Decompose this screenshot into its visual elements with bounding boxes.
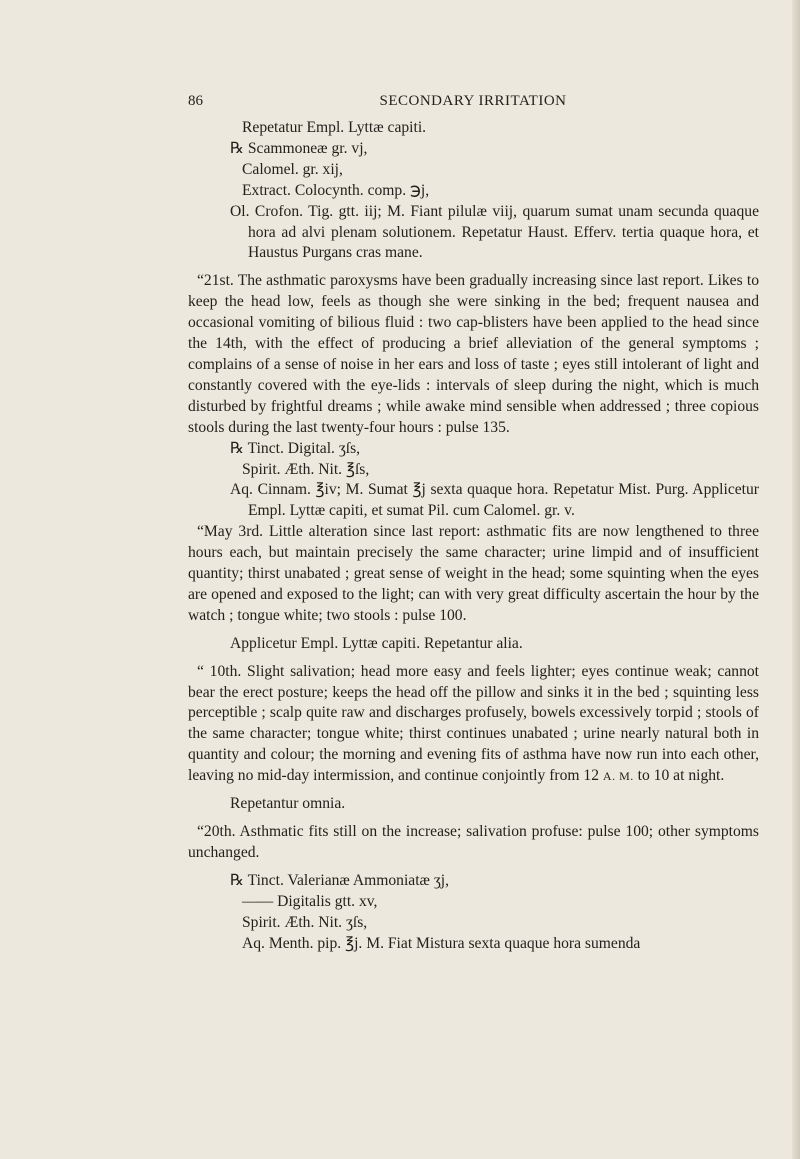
case-paragraph-20th: “20th. Asthmatic fits still on the increase; salivation profuse: pulse 100; other symptoms unchanged. — [188, 823, 759, 861]
prescription-line: Aq. Menth. pip. ℥j. M. Fiat Mistura sexta quaque hora sumenda — [242, 934, 641, 952]
prescription-line: Applicetur Empl. Lyttæ capiti. Repetantur alia. — [230, 634, 523, 652]
case-paragraph-may-3rd: “May 3rd. Little alteration since last report: asthmatic fits are now lengthened to three hours each, but maintain precisely the same character; urine limpid and of insufficient quantity; thirst unabated ; great sense of weight in the head; some squinting when the eyes are opened and exposed to the light; can with very great difficulty ascertain the hour by the watch ; tongue white; two stools : pulse 100. — [188, 523, 759, 624]
prescription-line: Spirit. Æth. Nit. ʒſs, — [242, 913, 368, 931]
prescription-line: —— Digitalis gtt. xv, — [242, 892, 378, 910]
running-title: SECONDARY IRRITATION — [379, 93, 567, 109]
prescription-line: Aq. Cinnam. ℥iv; M. Sumat ℥j sexta quaque hora. Repetatur Mist. Purg. Applicetur Empl. Lyttæ capiti, et sumat Pil. cum Calomel. gr. v. — [230, 481, 759, 520]
time-abbrev: A. M. — [602, 769, 634, 784]
page-number: 86 — [188, 93, 203, 109]
body-text — [188, 118, 759, 954]
prescription-line: ℞ Tinct. Valerianæ Ammoniatæ ʒj, — [230, 871, 450, 889]
prescription-line: ℞ Tinct. Digital. ʒſs, — [230, 439, 361, 457]
case-paragraph-21st: “21st. The asthmatic paroxysms have been gradually increasing since last report. Likes to keep the head low, feels as though she were sinking in the bed; frequent nausea and occasional vomiting of bilious fluid : two cap-blisters have been applied to the head since the 14th, with the effect of producing a brief alleviation of the general symptoms ; complains of a sense of noise in her ears and loss of taste ; eyes still intolerant of light and constantly covered with the eye-lids : intervals of sleep during the night, which is much disturbed by frightful dreams ; while awake mind sensible when addressed ; three copious stools during the last twenty-four hours : pulse 135. — [188, 272, 759, 436]
page-edge — [792, 0, 800, 1159]
prescription-line: Ol. Crofon. Tig. gtt. iij; M. Fiant pilulæ viij, quarum sumat unam secunda quaque hora ad alvi plenam solutionem. Repetatur Haust. Efferv. tertia quaque hora, et Haustus Purgans cras mane. — [230, 202, 759, 262]
prescription-line: Extract. Colocynth. comp. ℈j, — [242, 181, 430, 199]
prescription-line: ℞ Scammoneæ gr. vj, — [230, 139, 368, 157]
case-paragraph-10th — [188, 662, 759, 787]
prescription-line: Repetatur Empl. Lyttæ capiti. — [242, 119, 427, 136]
prescription-line: Calomel. gr. xij, — [242, 160, 343, 178]
paragraph-text: “ 10th. Slight salivation; head more easy and feels lighter; eyes continue weak; cannot bear the erect posture; keeps the head off the pillow and sinks it in the bed ; squinting less perceptible ; scalp quite raw and discharges profusely, bowels excessively torpid ; stools of the same character; tongue white; thirst continues unabated ; urine nearly natural both in quantity and colour; the morning and evening fits of asthma have now run into each other, leaving no mid-day intermission, and continue conjointly from 12 — [188, 662, 759, 785]
prescription-line: Spirit. Æth. Nit. ℥ſs, — [242, 460, 370, 478]
page-header — [188, 93, 758, 113]
prescription-line: Repetantur omnia. — [230, 795, 346, 813]
paragraph-text: to 10 at night. — [637, 767, 725, 785]
